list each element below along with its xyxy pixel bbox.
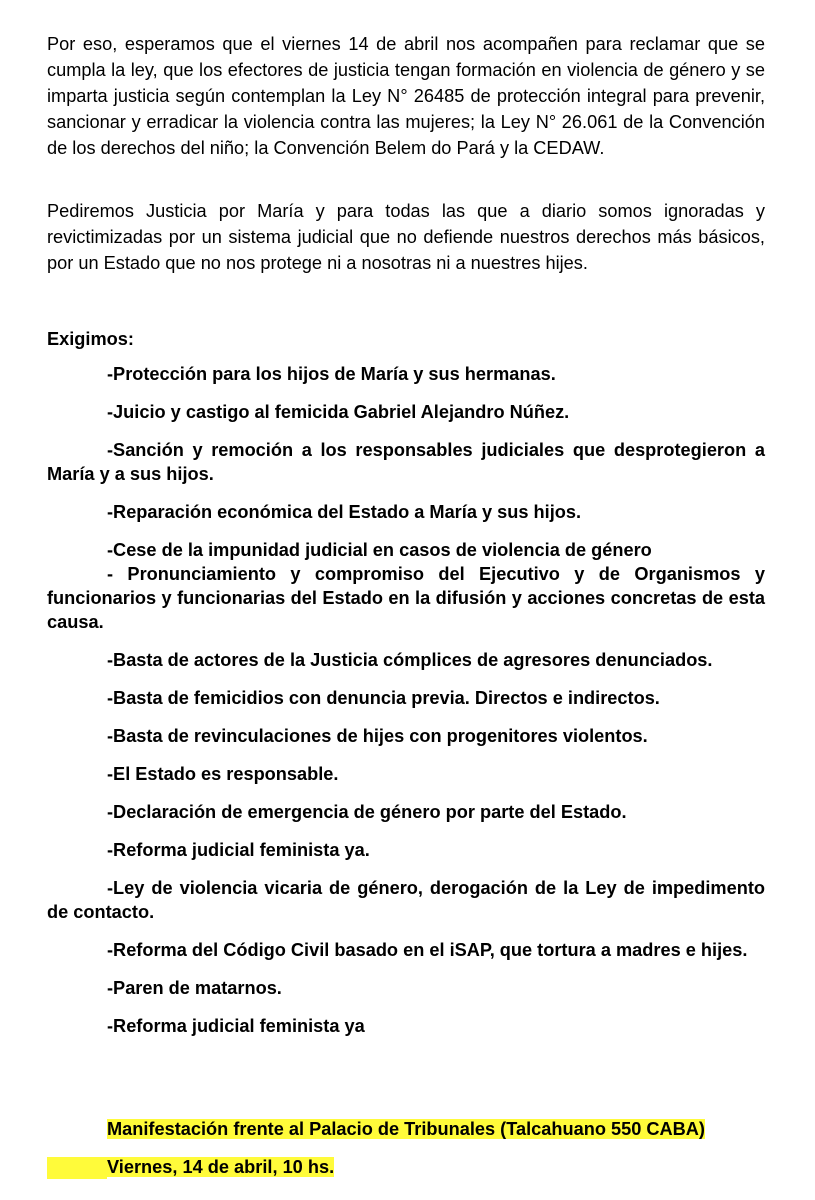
demand-item: -Reforma judicial feminista ya. <box>107 840 370 860</box>
demand-item: -Cese de la impunidad judicial en casos de violencia de género <box>107 540 652 560</box>
highlight-swatch <box>47 1157 107 1179</box>
event-datetime <box>107 1155 334 1179</box>
demand-item: -Juicio y castigo al femicida Gabriel Alejandro Núñez. <box>107 402 570 422</box>
demand-item: - Pronunciamiento y compromiso del Ejecutivo y de Organismos y funcionarios y funcionarias del Estado en la difusión y acciones concretas de esta causa. <box>47 564 765 632</box>
demand-item: -Protección para los hijos de María y sus hermanas. <box>107 364 556 384</box>
demand-item: -Paren de matarnos. <box>107 978 282 998</box>
event-location-text: Manifestación frente al Palacio de Tribunales (Talcahuano 550 CABA) <box>107 1119 705 1139</box>
intro-paragraph-1: Por eso, esperamos que el viernes 14 de abril nos acompañen para reclamar que se cumpla la ley, que los efectores de justicia tengan formación en violencia de género y se imparta justicia según contemplan la Ley N° 26485 de protección integral para prevenir, sancionar y erradicar la violencia contra las mujeres; la Ley N° 26.061 de la Convención de los derechos del niño; la Convención Belem do Pará y la CEDAW. <box>47 34 765 158</box>
demand-item: -Basta de revinculaciones de hijes con progenitores violentos. <box>107 726 648 746</box>
event-datetime-text: Viernes, 14 de abril, 10 hs. <box>107 1157 335 1177</box>
demand-item: -Basta de actores de la Justicia cómplices de agresores denunciados. <box>107 650 713 670</box>
demand-item: -Ley de violencia vicaria de género, derogación de la Ley de impedimento de contacto. <box>47 878 765 922</box>
demand-item: -Reforma judicial feminista ya <box>107 1016 365 1036</box>
event-location <box>107 1117 705 1141</box>
demand-item: -Reforma del Código Civil basado en el iSAP, que tortura a madres e hijes. <box>107 940 748 960</box>
intro-paragraph-2: Pediremos Justicia por María y para todas las que a diario somos ignoradas y revictimizadas por un sistema judicial que no defiende nuestros derechos más básicos, por un Estado que no nos protege ni a nosotras ni a nuestres hijes. <box>47 201 765 273</box>
demand-item: -Sanción y remoción a los responsables judiciales que desprotegieron a María y a sus hijos. <box>47 440 765 484</box>
demand-item: -El Estado es responsable. <box>107 764 339 784</box>
demand-item: -Basta de femicidios con denuncia previa. Directos e indirectos. <box>107 688 660 708</box>
demand-item: -Declaración de emergencia de género por parte del Estado. <box>107 802 627 822</box>
demand-item: -Reparación económica del Estado a María y sus hijos. <box>107 502 582 522</box>
demands-list <box>47 362 765 1052</box>
demands-heading: Exigimos: <box>47 329 134 349</box>
